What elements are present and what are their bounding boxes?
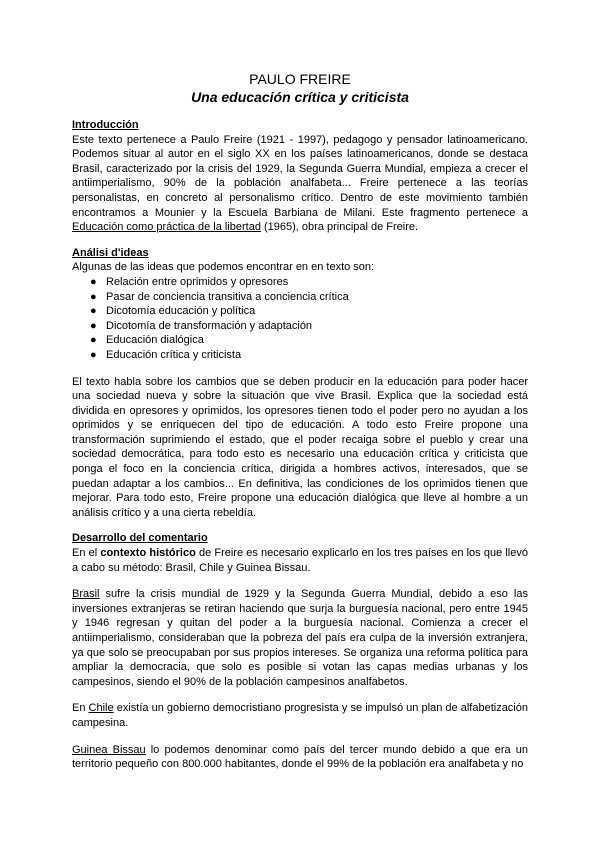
intro-text-a: Este texto pertenece a Paulo Freire (1921 - 1997), pedagogo y pensador latinoamericano. Podemos situar al autor en el siglo XX en los países latinoamericanos, donde se destaca Brasil, caracterizado por la crisis del 1929, la Segunda Guerra Mundial, empieza a crecer el antiimperialismo, 90% de la población analfabeta... Freire pertenece a las teorías personalistas, en concreto al personalismo crítico. Dentro de este movimiento también encontramos a Mounier y la Escuela Barbiana de Milani. Este fragmento pertenece a <box>72 133 528 219</box>
document-subtitle: Una educación crítica y criticista <box>191 89 409 105</box>
chile-paragraph: En Chile existía un gobierno democristiano progresista y se impulsó un plan de alfabetización campesina. <box>72 702 528 729</box>
context-paragraph: En el contexto histórico de Freire es necesario explicarlo en los tres países en los que llevó a cabo su método: Brasil, Chile y Guinea Bissau. <box>72 547 528 574</box>
intro-paragraph <box>72 133 528 235</box>
brasil-paragraph: Brasil sufre la crisis mundial de 1929 y la Segunda Guerra Mundial, debido a eso las inversiones extranjeras se retiran haciendo que surja la burguesía nacional, pero entre 1945 y 1946 regresan y quitan del poder a la burguesía nacional. Comienza a crecer el antiimperialismo, consideraban que la pobreza del país era culpa de la inversión extranjera, ya que solo se preocupaban por sus propios intereses. Se organiza una reforma política para ampliar la democracia, que solo es posible si votan las capas medias urbanas y los campesinos, siendo el 90% de la población campesinos analfabetos. <box>72 588 528 688</box>
guinea-label: Guinea Bissau <box>72 743 146 756</box>
book-title: Educación como práctica de la libertad <box>72 221 261 234</box>
list-item: ● Educación crítica y criticista <box>90 348 242 361</box>
context-emphasis: contexto histórico <box>100 547 196 560</box>
bullet-icon: ● <box>90 348 97 361</box>
chile-label: Chile <box>88 702 114 715</box>
bullet-icon: ● <box>90 319 97 332</box>
intro-text-b: (1965), obra principal de Freire. <box>260 221 419 234</box>
list-item: ● Pasar de conciencia transitiva a conciencia crítica <box>90 290 349 303</box>
bullet-icon: ● <box>90 275 97 288</box>
bullet-icon: ● <box>90 290 97 303</box>
list-item: ● Dicotomía educación y política <box>90 305 256 318</box>
ideas-lead: Algunas de las ideas que podemos encontrar en en texto son: <box>72 261 375 274</box>
guinea-paragraph: Guinea Bissau lo podemos denominar como país del tercer mundo debido a que era un territorio pequeño con 800.000 habitantes, donde el 99% de la población era analfabeta y no <box>72 743 529 771</box>
ideas-paragraph: El texto habla sobre los cambios que se deben producir en la educación para poder hacer una sociedad nueva y sobre la situación que vive Brasil. Explica que la sociedad está dividida en opresores y oprimidos, los opresores tienen todo el poder pero no ayudan a los oprimidos y se enriquecen del tipo de educación. A todo esto Freire propone una transformación suprimiendo el estado, que el poder recaiga sobre el pueblo y crear una sociedad democrática, para todo esto es necesario una educación crítica y criticista que ponga el foco en la conciencia crítica, dirigida a hombres activos, interesados, que se puedan adaptar a los cambios... En definitiva, las condiciones de los oprimidos tienen que mejorar. Para todo esto, Freire propone una educación dialógica que lleve al hombre a un análisis crítico y a una cierta rebeldía. <box>72 375 528 519</box>
document-page <box>72 70 528 772</box>
list-item: ● Dicotomía de transformación y adaptación <box>90 319 313 332</box>
brasil-label: Brasil <box>72 588 100 601</box>
list-item: ● Educación dialógica <box>90 334 204 347</box>
ideas-list <box>72 275 528 363</box>
list-item: ● Relación entre oprimidos y opresores <box>90 275 289 288</box>
section-heading-ideas: Análisi d'ideas <box>72 246 149 259</box>
bullet-icon: ● <box>90 305 97 318</box>
document-title: PAULO FREIRE <box>249 71 351 87</box>
section-heading-desarrollo: Desarrollo del comentario <box>72 532 208 545</box>
bullet-icon: ● <box>90 334 97 347</box>
section-heading-intro: Introducción <box>72 119 139 131</box>
